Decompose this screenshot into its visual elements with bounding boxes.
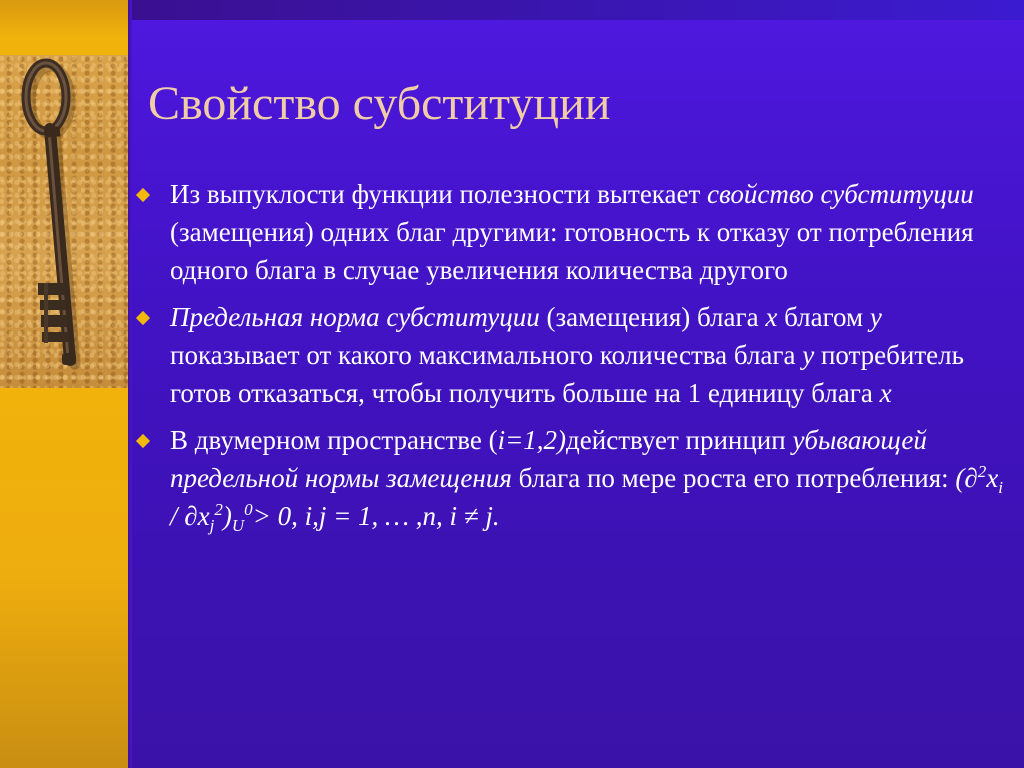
- text-run: (замещения) одних благ другими: готовность к отказу от потребления одного блага в случае увеличения количества другого: [170, 217, 974, 285]
- formula-part: > 0, i,j = 1, … ,n, i ≠ j.: [252, 501, 500, 531]
- slide-title: Свойство субституции: [148, 77, 611, 130]
- term-italic: Предельная норма субституции: [170, 302, 540, 332]
- key-photo: [0, 55, 128, 388]
- text-run: (замещения) блага: [539, 302, 766, 332]
- text-run: Из выпуклости функции полезности вытекает: [170, 179, 708, 209]
- text-run: блага по мере роста его потребления:: [511, 463, 956, 493]
- text-run: показывает от какого максимального количества блага: [170, 340, 803, 370]
- diamond-bullet-icon: [136, 311, 150, 325]
- formula-part: ): [222, 501, 232, 531]
- formula-sub: i: [998, 478, 1003, 497]
- text-run: В двумерном пространстве (: [170, 425, 498, 455]
- var-y: у: [802, 340, 815, 370]
- old-key-icon: [0, 55, 128, 388]
- list-item: [132, 421, 1012, 535]
- formula-part: x: [986, 463, 999, 493]
- formula-sup: 2: [977, 462, 987, 481]
- var-y: у: [869, 302, 882, 332]
- formula-part: / ∂x: [170, 501, 210, 531]
- diamond-bullet-icon: [136, 434, 150, 448]
- term-italic: свойство субституции: [707, 179, 974, 209]
- formula-sub: j: [209, 516, 215, 535]
- formula-part: (∂: [955, 463, 978, 493]
- formula-sup: 0: [244, 500, 253, 519]
- list-item: [132, 175, 1012, 289]
- text-run: действует принцип: [566, 425, 793, 455]
- term-italic: убывающей предельной нормы замещения: [170, 425, 927, 493]
- text-run: потребитель готов отказаться, чтобы получить больше на 1 единицу блага: [170, 340, 964, 408]
- bullet-list: [132, 175, 1012, 544]
- var-x: х: [765, 302, 778, 332]
- top-band: [0, 0, 1024, 20]
- diamond-bullet-icon: [136, 188, 150, 202]
- formula-sup: 2: [214, 500, 223, 519]
- var-x: х: [879, 378, 892, 408]
- text-run: благом: [777, 302, 870, 332]
- formula-sub: U: [231, 516, 245, 535]
- list-item: [132, 298, 1012, 412]
- index-range: i=1,2): [497, 425, 567, 455]
